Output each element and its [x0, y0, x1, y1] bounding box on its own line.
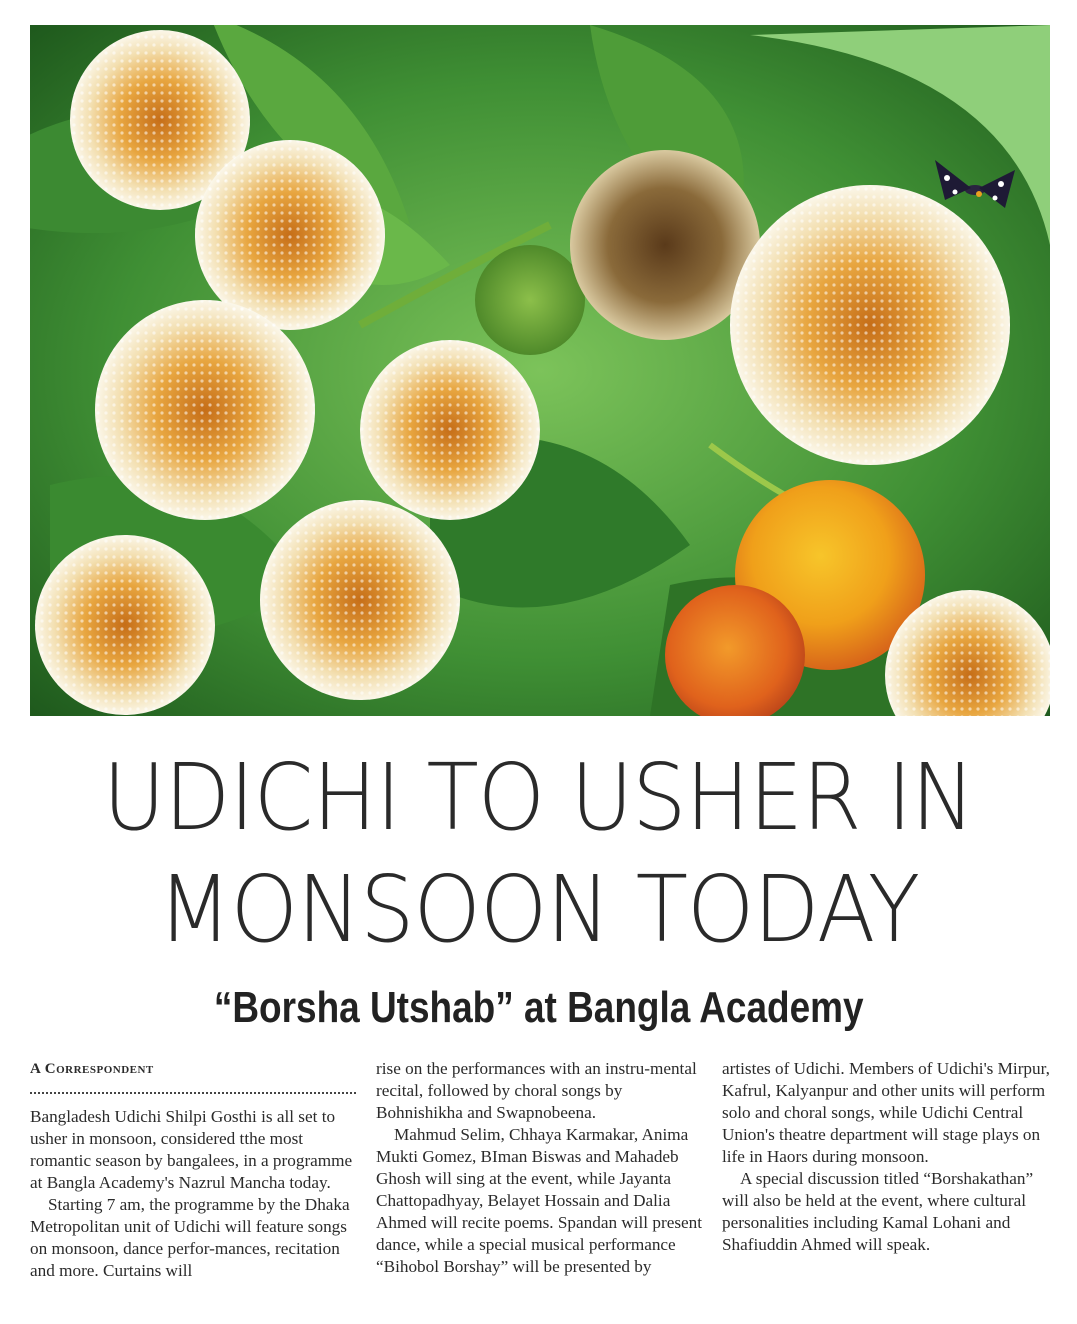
paragraph: artistes of Udichi. Members of Udichi's Mirpur, Kafrul, Kalyanpur and other units will perform solo and choral songs, while Udichi Central Union's theatre department will stage plays on life in Haors during monsoon.: [722, 1059, 1050, 1166]
subheadline-text: “Borsha Utshab” at Bangla Academy: [213, 983, 864, 1032]
paragraph: A special discussion titled “Borshakathan” will also be held at the event, where cultural personalities including Kamal Lohani and Shafiuddin Ahmed will speak.: [722, 1169, 1034, 1254]
kadam-flowers-image: [30, 25, 1050, 716]
article-photo: [30, 25, 1050, 716]
byline: A Correspondent: [30, 1061, 154, 1077]
paragraph: Bangladesh Udichi Shilpi Gosthi is all set to usher in monsoon, considered tthe most romantic season by bangalees, in a programme at Bangla Academy's Nazrul Mancha today.: [30, 1107, 353, 1192]
paragraph: rise on the performances with an instru-mental recital, followed by choral songs by Bohnishikha and Swapnobeena.: [376, 1059, 697, 1122]
subheadline: [0, 980, 1077, 1036]
headline-line-1: UDICHI TO USHER IN: [102, 744, 975, 851]
dotted-divider: [30, 1086, 356, 1094]
paragraph: Mahmud Selim, Chhaya Karmakar, Anima Mukti Gomez, BIman Biswas and Mahadeb Ghosh will sing at the event, while Jayanta Chattopadhyay, Belayet Hossain and Dalia Ahmed will recite poems. Spandan will present dance, while a special musical performance “Bihobol Borshay” will be presented by: [376, 1125, 703, 1276]
headline-line-2: MONSOON TODAY: [157, 856, 920, 963]
article-column-1: [30, 1058, 360, 1282]
article-column-2: [376, 1058, 706, 1278]
kadam-bud: [475, 245, 585, 355]
headline: [0, 742, 1077, 966]
paragraph: Starting 7 am, the programme by the Dhaka Metropolitan unit of Udichi will feature songs on monsoon, dance perfor-mances, recitation and more. Curtains will: [30, 1195, 350, 1280]
article-column-3: [722, 1058, 1052, 1256]
